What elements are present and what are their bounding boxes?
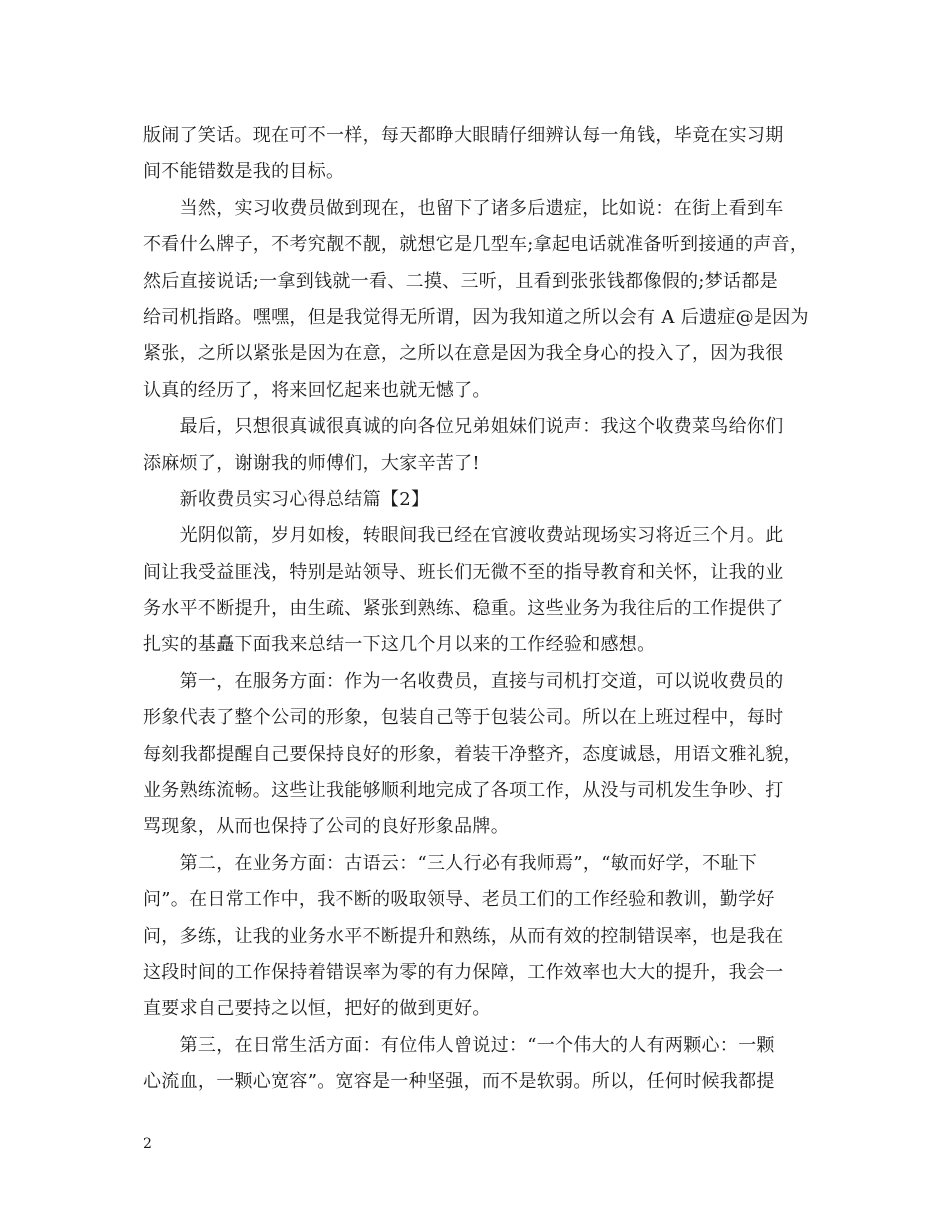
page-number: 2 — [143, 1136, 152, 1152]
text-line: 第三，在日常生活方面：有位伟人曾说过：“一个伟大的人有两颗心：一颗 — [143, 1034, 775, 1056]
text-line: 添麻烦了，谢谢我的师傅们，大家辛苦了! — [143, 452, 480, 474]
text-line: 骂现象，从而也保持了公司的良好形象品牌。 — [143, 816, 509, 838]
text-line: 紧张，之所以紧张是因为在意，之所以在意是因为我全身心的投入了，因为我很 — [143, 343, 784, 365]
document-body — [143, 118, 813, 1101]
text-line: 问，多练，让我的业务水平不断提升和熟练，从而有效的控制错误率，也是我在 — [143, 925, 784, 947]
text-line: 光阴似箭，岁月如梭，转眼间我已经在官渡收费站现场实习将近三个月。此 — [143, 525, 784, 547]
text-line: 版闹了笑话。现在可不一样，每天都睁大眼睛仔细辨认每一角钱，毕竟在实习期 — [143, 125, 784, 146]
text-line: 这段时间的工作保持着错误率为零的有力保障，工作效率也大大的提升，我会一 — [143, 961, 784, 983]
text-line: 形象代表了整个公司的形象，包装自己等于包装公司。所以在上班过程中，每时 — [143, 707, 784, 729]
text-line: 当然，实习收费员做到现在，也留下了诸多后遗症，比如说：在街上看到车 — [143, 197, 784, 219]
text-line: 认真的经历了，将来回忆起来也就无憾了。 — [143, 379, 491, 401]
text-line: 直要求自己要持之以恒，把好的做到更好。 — [143, 998, 491, 1020]
text-line: 第二，在业务方面：古语云：“三人行必有我师焉”，“敏而好学，不耻下 — [143, 852, 758, 874]
text-line: 不看什么牌子，不考究靓不靓，就想它是几型车;拿起电话就准备听到接通的声音， — [143, 234, 809, 256]
text-line: 给司机指路。嘿嘿，但是我觉得无所谓，因为我知道之所以会有 A 后遗症@是因为 — [143, 306, 809, 328]
text-line: 间不能错数是我的目标。 — [143, 161, 345, 183]
text-line: 第一，在服务方面：作为一名收费员，直接与司机打交道，可以说收费员的 — [143, 670, 784, 692]
text-line: 心流血，一颗心宽容”。宽容是一种坚强，而不是软弱。所以，任何时候我都提 — [143, 1071, 775, 1093]
section-heading: 新收费员实习心得总结篇【2】 — [143, 488, 430, 510]
text-line: 扎实的基矗下面我来总结一下这几个月以来的工作经验和感想。 — [143, 634, 656, 656]
text-line: 然后直接说话;一拿到钱就一看、二摸、三听，且看到张张钱都像假的;梦话都是 — [143, 270, 778, 292]
text-line: 间让我受益匪浅，特别是站领导、班长们无微不至的指导教育和关怀，让我的业 — [143, 561, 784, 583]
text-line: 务水平不断提升，由生疏、紧张到熟练、稳重。这些业务为我往后的工作提供了 — [143, 598, 784, 620]
text-line: 最后，只想很真诚很真诚的向各位兄弟姐妹们说声：我这个收费菜鸟给你们 — [143, 416, 784, 438]
text-line: 问”。在日常工作中，我不断的吸取领导、老员工们的工作经验和教训，勤学好 — [143, 889, 775, 911]
text-line: 业务熟练流畅。这些让我能够顺利地完成了各项工作，从没与司机发生争吵、打 — [143, 780, 784, 802]
text-line: 每刻我都提醒自己要保持良好的形象，着装干净整齐，态度诚恳，用语文雅礼貌， — [143, 743, 802, 765]
